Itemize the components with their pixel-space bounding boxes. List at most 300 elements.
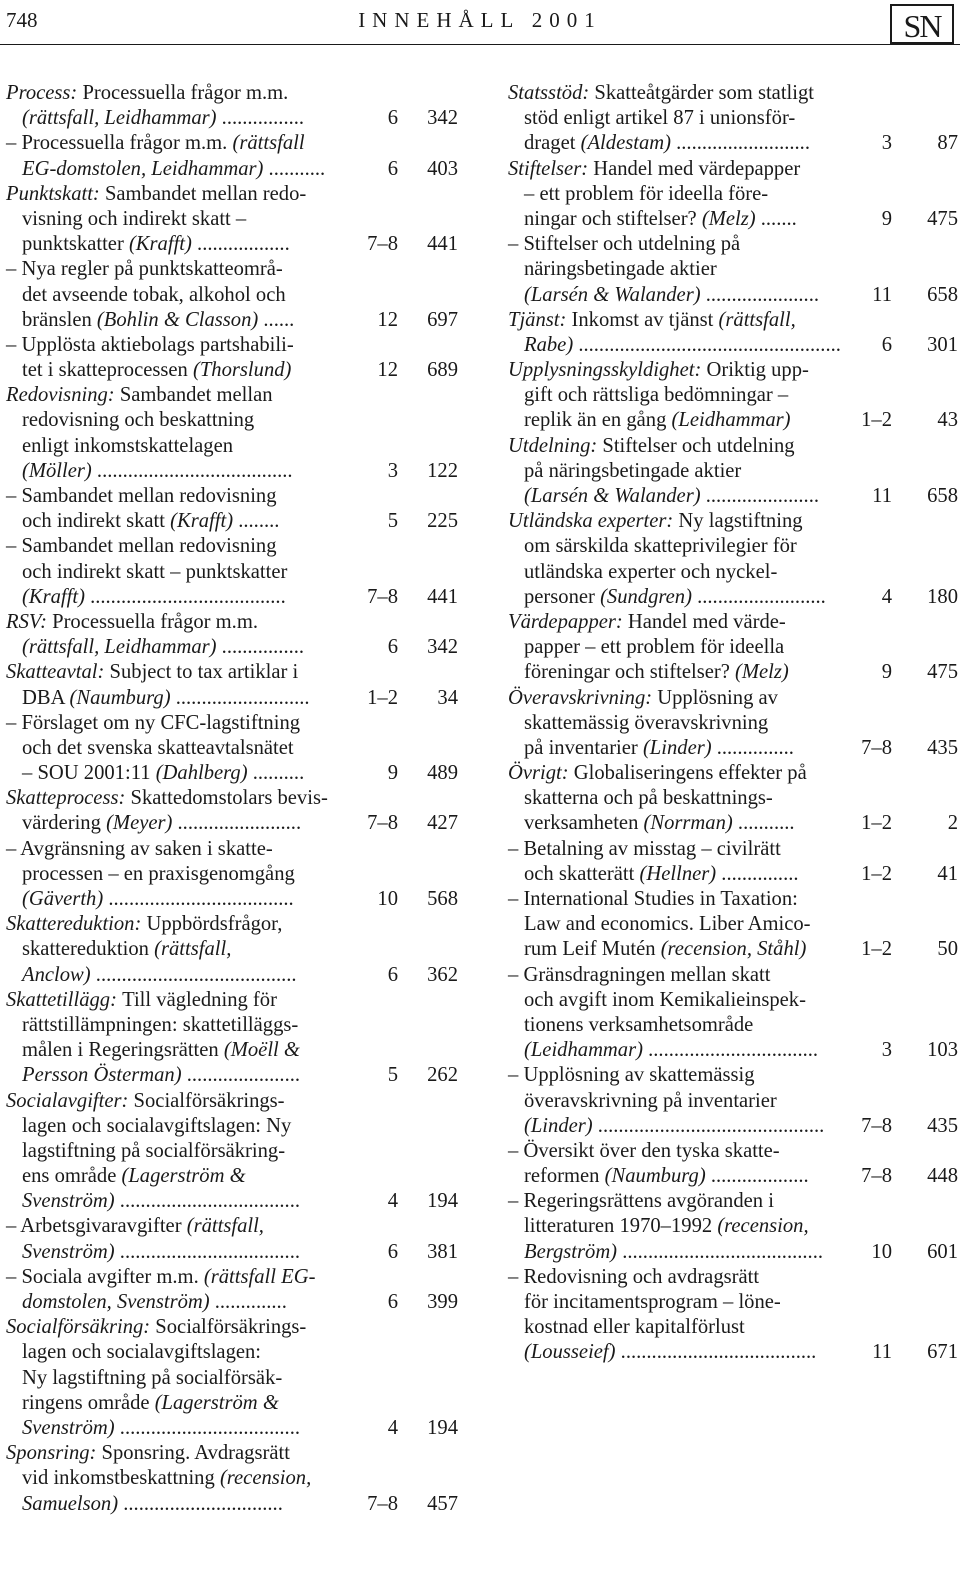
index-entry-text: Ny lagstiftning på socialförsäk-	[22, 1366, 283, 1389]
index-entry-text: .......................................	[90, 963, 297, 986]
index-entry-text: – Förslaget om ny CFC-lagstiftning	[6, 711, 301, 734]
index-entry-text: Socialförsäkrings-	[133, 1089, 285, 1112]
page-reference: 568	[427, 888, 458, 910]
index-entry-italic-text: (recension,	[219, 1467, 312, 1490]
index-entry-text: DBA	[22, 686, 70, 709]
index-entry-text: – Sambandet mellan redovisning	[6, 535, 277, 558]
issue-number: 7–8	[367, 585, 398, 608]
index-line	[6, 963, 458, 988]
index-line	[6, 937, 458, 962]
index-entry-text: draget	[524, 132, 581, 155]
page-reference: 601	[927, 1240, 958, 1263]
index-entry-text: ...................................	[114, 1190, 300, 1213]
issue-number: 3	[881, 1039, 892, 1062]
issue-number: 1–2	[861, 862, 892, 885]
index-line	[508, 1139, 958, 1164]
index-line	[508, 81, 958, 106]
index-line	[6, 408, 458, 433]
page-reference: 194	[427, 1416, 458, 1439]
index-entry-italic-text: Stiftelser:	[508, 157, 594, 180]
index-entry-text: ...............	[716, 862, 799, 885]
index-entry-text: på inventarier	[524, 736, 643, 759]
index-entry-text: Handel med värdepapper	[593, 157, 801, 180]
index-entry-text: Subject to tax artiklar i	[109, 661, 299, 684]
issue-number: 7–8	[367, 233, 398, 256]
index-line	[508, 837, 958, 862]
index-entry-text: – Upplösta aktiebolags partshabili-	[6, 333, 294, 356]
index-entry-italic-text: Tjänst:	[508, 308, 572, 331]
index-entry-text: processen – en praxisgenomgång	[22, 862, 295, 885]
index-line	[508, 711, 958, 736]
index-line	[6, 207, 458, 232]
index-line	[6, 509, 458, 534]
index-entry-text: Upplösning av	[657, 686, 778, 709]
index-line	[6, 1366, 458, 1391]
index-entry-text: Skattedomstolars bevis-	[130, 787, 328, 810]
index-line	[508, 887, 958, 912]
index-entry-italic-text: Punktskatt:	[6, 182, 105, 205]
index-line	[6, 660, 458, 685]
index-line	[6, 686, 458, 711]
index-line	[508, 1013, 958, 1038]
index-entry-italic-text: Anclow)	[22, 963, 91, 986]
index-line	[6, 1441, 458, 1466]
index-line	[508, 1063, 958, 1088]
index-line	[6, 1063, 458, 1088]
index-line	[508, 534, 958, 559]
index-entry-text: bränslen	[22, 308, 97, 331]
page-reference: 342	[427, 107, 458, 130]
index-entry-italic-text: (Larsén & Walander)	[524, 283, 701, 306]
index-line	[6, 1214, 458, 1239]
index-line	[508, 106, 958, 131]
issue-number: 9	[881, 661, 892, 684]
index-line	[508, 232, 958, 257]
index-line	[6, 81, 458, 106]
index-line	[508, 963, 958, 988]
running-title: INNEHÅLL 2001	[358, 8, 602, 32]
index-line	[6, 333, 458, 358]
index-entry-italic-text: Upplysningsskyldighet:	[508, 359, 707, 382]
index-line	[6, 157, 458, 182]
index-line	[508, 786, 958, 811]
index-entry-italic-text: (rättsfall,	[718, 308, 796, 331]
index-line	[508, 988, 958, 1013]
index-entry-text: ...................................................	[573, 333, 841, 356]
issue-number: 7–8	[861, 1114, 892, 1137]
index-line	[6, 1189, 458, 1214]
issue-number: 1–2	[861, 409, 892, 432]
issue-number: 6	[387, 1240, 398, 1263]
index-line	[6, 534, 458, 559]
issue-number: 6	[387, 157, 398, 180]
index-entry-text: Uppbördsfrågor,	[146, 913, 283, 936]
index-line	[508, 736, 958, 761]
index-entry-italic-text: Process:	[6, 82, 83, 104]
index-entry-text: – Avgränsning av saken i skatte-	[6, 837, 273, 860]
index-entry-italic-text: (Krafft)	[170, 510, 234, 533]
index-entry-text: Skatteåtgärder som statligt	[594, 82, 815, 104]
index-entry-text: Ny lagstiftning	[678, 510, 803, 533]
index-entry-text: föreningar och stiftelser?	[524, 661, 735, 684]
index-entry-text: Till vägledning för	[122, 988, 277, 1011]
index-entry-text: – Gränsdragningen mellan skatt	[508, 963, 771, 986]
index-entry-text: ...........	[263, 157, 326, 180]
page-reference: 103	[927, 1039, 958, 1062]
page-reference: 427	[427, 812, 458, 835]
index-entry-text: skatterna och på beskattnings-	[524, 787, 773, 810]
page-reference: 362	[427, 963, 458, 986]
index-entry-italic-text: (Sundgren)	[600, 585, 692, 608]
index-entry-text: tet i skatteprocessen	[22, 359, 193, 382]
index-entry-italic-text: Sponsring:	[6, 1442, 102, 1465]
index-line	[508, 459, 958, 484]
index-entry-text: ........	[233, 510, 280, 533]
index-line	[6, 1315, 458, 1340]
index-line	[6, 1240, 458, 1265]
index-entry-italic-text: (Larsén & Walander)	[524, 485, 701, 507]
index-entry-italic-text: Skatteprocess:	[6, 787, 131, 810]
index-entry-text: rättstillämpningen: skattetilläggs-	[22, 1013, 299, 1036]
index-entry-text: skattereduktion	[22, 938, 155, 961]
index-entry-text: skattemässig överavskrivning	[524, 711, 769, 734]
index-entry-italic-text: (Linder)	[642, 736, 712, 759]
index-entry-italic-text: (rättsfall	[232, 132, 305, 155]
index-line	[6, 988, 458, 1013]
page-reference: 225	[427, 510, 458, 533]
index-entry-text: ...............................	[118, 1492, 283, 1515]
page-reference: 87	[937, 132, 958, 155]
page-reference: 180	[927, 585, 958, 608]
page-reference: 475	[927, 207, 958, 230]
issue-number: 6	[387, 636, 398, 659]
index-entry-text: Sambandet mellan	[119, 384, 273, 407]
index-entry-italic-text: (Norrman)	[643, 812, 733, 835]
index-entry-text: och indirekt skatt – punktskatter	[22, 560, 288, 583]
index-entry-text: – Stiftelser och utdelning på	[508, 233, 741, 256]
page-number: 748	[6, 8, 38, 32]
index-line	[6, 1391, 458, 1416]
index-entry-text: – Arbetsgivaravgifter	[6, 1215, 187, 1238]
index-entry-italic-text: (rättsfall,	[186, 1215, 264, 1238]
index-entry-italic-text: (Krafft)	[22, 585, 85, 608]
index-entry-italic-text: (Naumburg)	[604, 1165, 706, 1188]
index-entry-italic-text: (rättsfall,	[154, 938, 232, 961]
index-entry-italic-text: (Aldestam)	[580, 132, 671, 155]
index-entry-text: Globaliseringens effekter på	[573, 762, 807, 785]
index-line	[508, 358, 958, 383]
page-reference: 435	[927, 736, 958, 759]
index-line	[6, 635, 458, 660]
index-entry-text: – Upplösning av skattemässig	[508, 1064, 755, 1087]
index-line	[6, 1265, 458, 1290]
index-entry-italic-text: Socialavgifter:	[6, 1089, 134, 1112]
index-entry-text: ..............	[209, 1291, 287, 1313]
index-line	[6, 1114, 458, 1139]
index-entry-text: ...................................	[114, 1416, 300, 1439]
index-entry-italic-text: Rabe)	[524, 333, 574, 356]
index-entry-text: ............................................	[592, 1114, 825, 1137]
index-entry-italic-text: (Bohlin & Classon)	[96, 308, 259, 331]
index-line	[6, 560, 458, 585]
index-line	[508, 257, 958, 282]
issue-number: 1–2	[367, 686, 398, 709]
index-entry-italic-text: (Meyer)	[106, 812, 173, 835]
index-entry-text: ......................	[700, 283, 819, 306]
index-entry-text: målen i Regeringsrätten	[22, 1039, 224, 1062]
index-entry-italic-text: (Melz)	[701, 207, 756, 230]
issue-number: 6	[881, 333, 892, 356]
page-reference: 50	[937, 938, 958, 961]
index-entry-text: Handel med värde-	[627, 610, 786, 633]
index-line	[508, 560, 958, 585]
page-reference: 475	[927, 661, 958, 684]
issue-number: 7–8	[861, 736, 892, 759]
index-entry-italic-text: (Naumburg)	[69, 686, 171, 709]
page-reference: 399	[427, 1291, 458, 1313]
index-entry-italic-text: Överavskrivning:	[508, 686, 658, 709]
index-entry-text: ringens område	[22, 1391, 155, 1414]
index-entry-italic-text: (Möller)	[22, 459, 92, 482]
index-entry-italic-text: (Lousseief)	[524, 1341, 616, 1364]
index-entry-text: .......................................	[617, 1240, 823, 1263]
index-entry-text: ......................	[181, 1064, 301, 1087]
page-reference: 2	[947, 812, 958, 835]
index-line	[6, 912, 458, 937]
index-entry-text: ......................................	[84, 585, 286, 608]
index-line	[6, 1139, 458, 1164]
issue-number: 11	[872, 1341, 892, 1364]
page-reference: 301	[927, 333, 958, 356]
index-entry-italic-text: (Leidhammar)	[524, 1039, 643, 1062]
page-header	[0, 0, 960, 50]
index-line	[6, 131, 458, 156]
index-entry-text: .................................	[642, 1039, 819, 1062]
index-entry-italic-text: RSV:	[6, 610, 53, 633]
index-line	[6, 1466, 458, 1491]
index-line	[6, 761, 458, 786]
index-line	[508, 1315, 958, 1340]
index-line	[508, 182, 958, 207]
index-line	[508, 1290, 958, 1315]
index-entry-text: litteraturen 1970–1992	[524, 1215, 718, 1238]
index-line	[6, 862, 458, 887]
index-entry-text: Inkomst av tjänst	[571, 308, 719, 331]
index-entry-text: ningar och stiftelser?	[524, 207, 702, 230]
index-entry-text: visning och indirekt skatt –	[22, 207, 247, 230]
index-entry-text: ....................................	[103, 888, 294, 910]
index-entry-italic-text: (Linder)	[524, 1114, 593, 1137]
index-entry-text: och det svenska skatteavtalsnätet	[22, 736, 294, 759]
index-entry-italic-text: Skattetillägg:	[6, 988, 123, 1011]
index-entry-text: – Processuella frågor m.m.	[6, 132, 233, 155]
index-entry-text: det avseende tobak, alkohol och	[22, 283, 286, 306]
index-line	[508, 1089, 958, 1114]
index-entry-italic-text: Skatteavtal:	[6, 661, 110, 684]
index-entry-italic-text: Bergström)	[524, 1240, 618, 1263]
page-reference: 448	[927, 1165, 958, 1188]
index-line	[6, 1013, 458, 1038]
issue-number: 11	[872, 485, 892, 507]
index-line	[6, 1340, 458, 1365]
index-entry-text: ........................	[172, 812, 302, 835]
page-reference: 441	[427, 585, 458, 608]
index-line	[508, 610, 958, 635]
index-entry-italic-text: (rättsfall EG-	[203, 1265, 316, 1288]
index-line	[6, 786, 458, 811]
index-entry-text: punktskatter	[22, 233, 129, 256]
index-entry-italic-text: (Moëll &	[223, 1039, 300, 1062]
index-line	[6, 459, 458, 484]
issue-number: 5	[387, 1064, 398, 1087]
index-entry-italic-text: domstolen, Svenström)	[22, 1291, 210, 1313]
index-entry-text: ...................................	[114, 1240, 300, 1263]
index-entry-italic-text: Värdepapper:	[508, 610, 628, 633]
index-entry-italic-text: Svenström)	[22, 1416, 115, 1439]
issue-number: 11	[872, 283, 892, 306]
index-line	[508, 1038, 958, 1063]
index-line	[508, 862, 958, 887]
index-line	[508, 434, 958, 459]
page-reference: 43	[937, 409, 958, 432]
page-reference: 34	[437, 686, 458, 709]
index-line	[508, 1189, 958, 1214]
index-entry-text: – Regeringsrättens avgöranden i	[508, 1190, 774, 1213]
index-entry-text: ......................	[700, 485, 819, 507]
index-line	[508, 131, 958, 156]
index-entry-text: ......	[258, 308, 295, 331]
index-line	[6, 257, 458, 282]
index-line	[6, 811, 458, 836]
index-entry-text: ......................................	[91, 459, 293, 482]
index-entry-text: stöd enligt artikel 87 i unionsför-	[524, 107, 796, 130]
index-entry-text: Stiftelser och utdelning	[602, 434, 795, 457]
index-entry-italic-text: Utländska experter:	[508, 510, 679, 533]
index-entry-text: ens område	[22, 1165, 122, 1188]
page-reference: 342	[427, 636, 458, 659]
index-line	[6, 610, 458, 635]
index-line	[6, 182, 458, 207]
index-line	[508, 937, 958, 962]
index-entry-text: replik än en gång	[524, 409, 672, 432]
index-line	[6, 837, 458, 862]
index-entry-italic-text: EG-domstolen, Leidhammar)	[22, 157, 264, 180]
index-entry-text: ..........	[247, 762, 305, 785]
index-entry-text: lagstiftning på socialförsäkring-	[22, 1139, 286, 1162]
index-line	[508, 283, 958, 308]
index-line	[508, 1214, 958, 1239]
index-entry-text: redovisning och beskattning	[22, 409, 255, 432]
index-entry-text: .........................	[691, 585, 826, 608]
index-line	[508, 761, 958, 786]
index-entry-text: lagen och socialavgiftslagen: Ny	[22, 1114, 292, 1137]
index-entry-italic-text: (Gäverth)	[22, 888, 104, 910]
page-reference: 403	[427, 157, 458, 180]
index-line	[6, 1038, 458, 1063]
page-reference: 671	[927, 1341, 958, 1364]
index-line	[6, 434, 458, 459]
index-line	[508, 509, 958, 534]
index-entry-italic-text: Övrigt:	[508, 762, 574, 785]
page-reference: 697	[427, 308, 458, 331]
index-entry-italic-text: (recension, Ståhl)	[660, 938, 807, 961]
page-reference: 194	[427, 1190, 458, 1213]
index-line	[508, 1265, 958, 1290]
index-line	[508, 585, 958, 610]
index-entry-text: gift och rättsliga bedömningar –	[524, 384, 789, 407]
index-line	[6, 1416, 458, 1441]
index-entry-text: – Sociala avgifter m.m.	[6, 1265, 204, 1288]
issue-number: 9	[881, 207, 892, 230]
index-entry-text: Sponsring. Avdragsrätt	[101, 1442, 290, 1465]
issue-number: 1–2	[861, 812, 892, 835]
index-entry-text: papper – ett problem för ideella	[524, 636, 785, 659]
index-entry-text: – ett problem för ideella före-	[524, 182, 769, 205]
index-entry-text: ...........	[732, 812, 795, 835]
index-entry-text: enligt inkomstskattelagen	[22, 434, 234, 457]
page-reference: 262	[427, 1064, 458, 1087]
index-entry-text: – SOU 2001:11	[22, 762, 156, 785]
issue-number: 12	[377, 308, 398, 331]
issue-number: 7–8	[861, 1165, 892, 1188]
index-entry-text: och skatterätt	[524, 862, 640, 885]
page-reference: 41	[937, 862, 958, 885]
index-entry-text: tionens verksamhetsområde	[524, 1013, 754, 1036]
issue-number: 10	[871, 1240, 892, 1263]
index-entry-text: och indirekt skatt	[22, 510, 171, 533]
index-entry-text: ................	[216, 636, 305, 659]
index-line	[508, 660, 958, 685]
index-entry-italic-text: (Lagerström &	[121, 1165, 246, 1188]
index-line	[6, 383, 458, 408]
index-entry-text: – Sambandet mellan redovisning	[6, 485, 277, 507]
issue-number: 6	[387, 1291, 398, 1313]
index-line	[6, 1089, 458, 1114]
page-reference: 122	[427, 459, 458, 482]
page-reference: 489	[427, 762, 458, 785]
index-line	[508, 811, 958, 836]
issue-number: 1–2	[861, 938, 892, 961]
index-line	[6, 484, 458, 509]
index-line	[6, 736, 458, 761]
index-column-left	[6, 81, 458, 1517]
issue-number: 3	[881, 132, 892, 155]
index-entry-text: Sambandet mellan redo-	[104, 182, 307, 205]
index-line	[6, 711, 458, 736]
index-entry-italic-text: Redovisning:	[6, 384, 120, 407]
index-entry-italic-text: (Krafft)	[128, 233, 192, 256]
index-line	[508, 408, 958, 433]
index-entry-italic-text: (Leidhammar)	[671, 409, 791, 432]
index-entry-italic-text: (rättsfall, Leidhammar)	[22, 107, 217, 130]
index-entry-italic-text: (Thorslund)	[193, 359, 292, 382]
index-line	[6, 358, 458, 383]
issue-number: 4	[881, 585, 892, 608]
index-entry-text: – Översikt över den tyska skatte-	[508, 1139, 780, 1162]
index-entry-italic-text: (rättsfall, Leidhammar)	[22, 636, 217, 659]
index-entry-italic-text: Svenström)	[22, 1240, 115, 1263]
index-line	[6, 1290, 458, 1315]
index-entry-text: utländska experter och nyckel-	[524, 560, 778, 583]
index-entry-text: personer	[524, 585, 601, 608]
index-line	[6, 585, 458, 610]
index-entry-text: ..........................	[170, 686, 310, 709]
index-entry-italic-text: (recension,	[717, 1215, 809, 1238]
index-entry-text: ......................................	[615, 1341, 817, 1364]
index-line	[508, 383, 958, 408]
index-entry-italic-text: Svenström)	[22, 1190, 115, 1213]
index-entry-italic-text: (Dahlberg)	[155, 762, 248, 785]
